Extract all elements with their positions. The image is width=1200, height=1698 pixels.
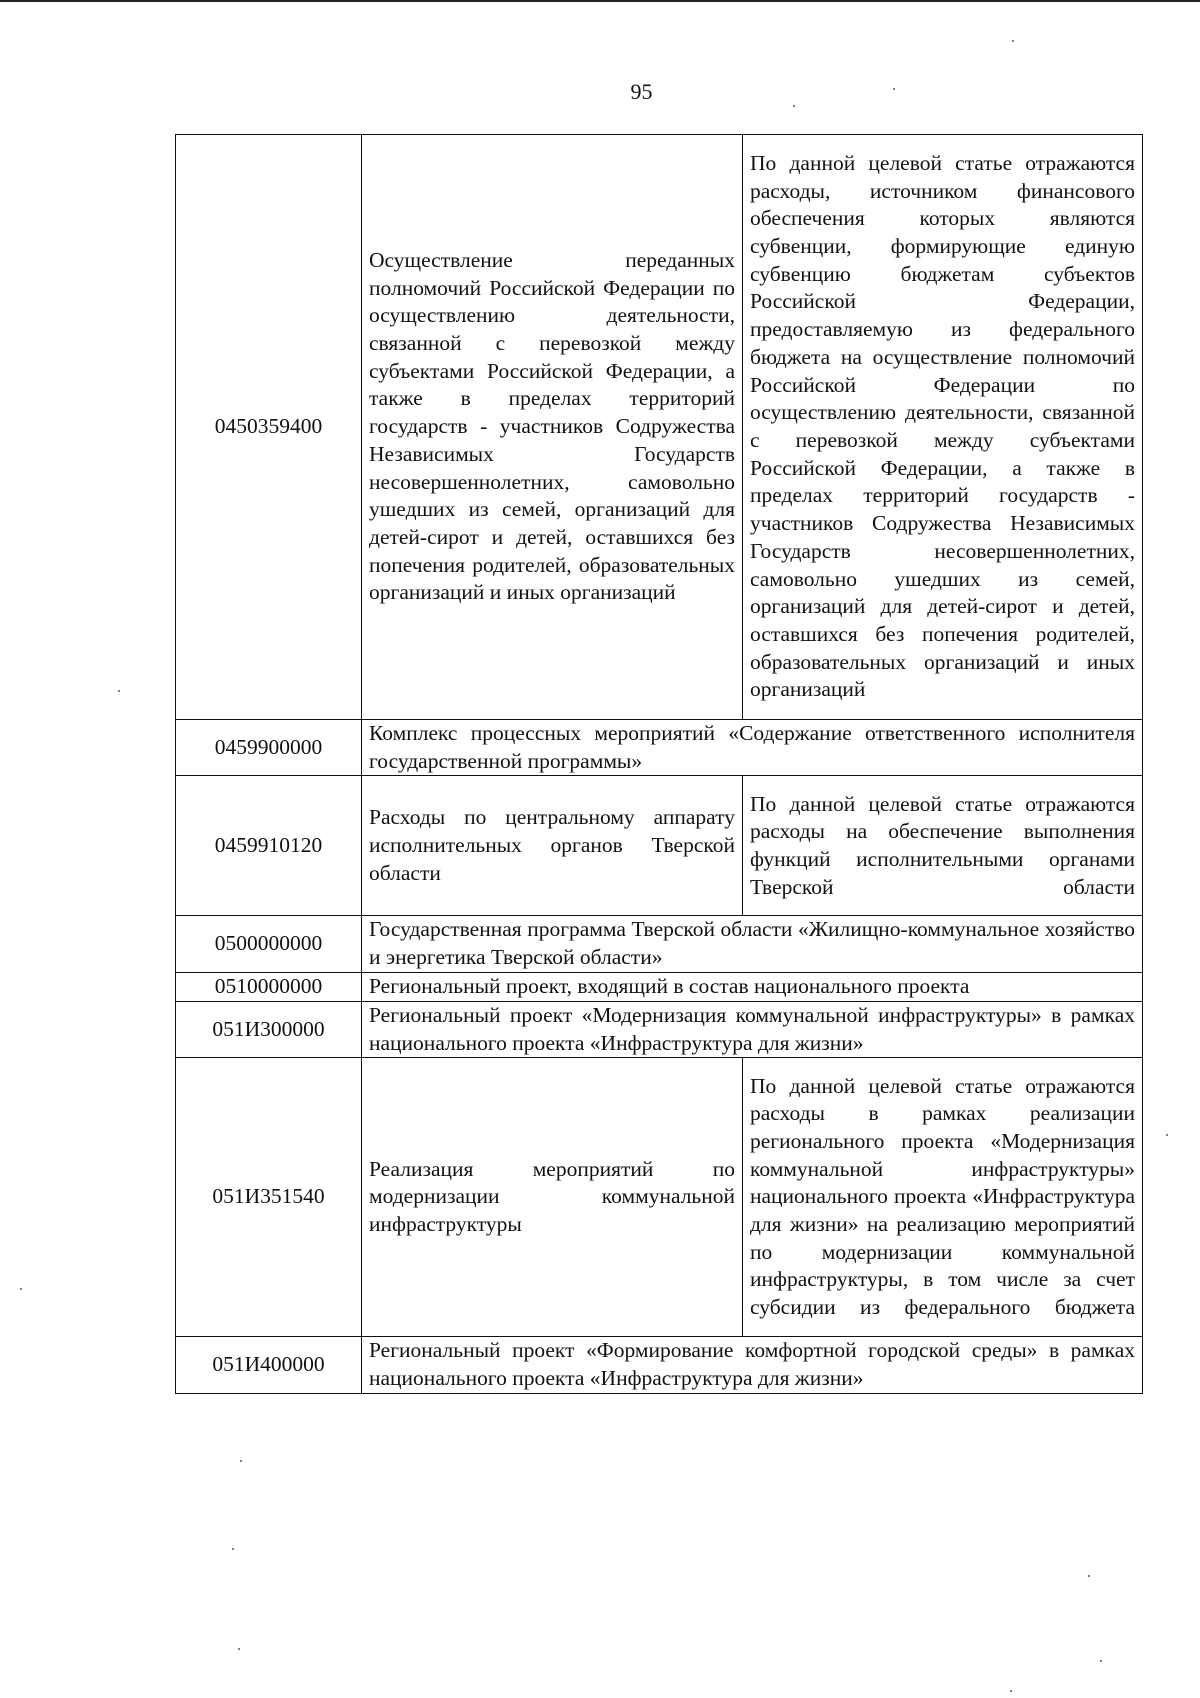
scan-speck — [1088, 1575, 1090, 1577]
row-code: 0500000000 — [176, 916, 362, 972]
row-name: Региональный проект «Формирование комфортной городской среды» в рамках национального проекта «Инфраструктура для жизни» — [362, 1337, 1143, 1393]
row-code: 051И400000 — [176, 1337, 362, 1393]
row-description: По данной целевой статье отражаются расходы в рамках реализации регионального проекта «Модернизация коммунальной инфраструктуры» национального проекта «Инфраструктура для жизни» на реализацию мероприятий по модернизации коммунальной инфраструктуры, в том числе за счет субсидии из федерального бюджета — [743, 1058, 1143, 1337]
scan-speck — [240, 1460, 242, 1462]
row-code: 0459910120 — [176, 776, 362, 916]
scan-top-edge — [0, 0, 1200, 2]
scan-speck — [118, 690, 120, 692]
row-name: Региональный проект, входящий в состав национального проекта — [362, 972, 1143, 1001]
scan-speck — [1010, 1690, 1012, 1692]
table-row — [176, 972, 1143, 1001]
row-name: Государственная программа Тверской области «Жилищно-коммунальное хозяйство и энергетика Тверской области» — [362, 916, 1143, 972]
row-name: Расходы по центральному аппарату исполнительных органов Тверской области — [362, 776, 743, 916]
scan-speck — [20, 1288, 22, 1290]
scan-speck — [793, 105, 795, 107]
row-code: 0450359400 — [176, 135, 362, 720]
table-row — [176, 1001, 1143, 1057]
row-name: Комплекс процессных мероприятий «Содержание ответственного исполнителя государственной программы» — [362, 720, 1143, 776]
scan-speck — [232, 1548, 234, 1550]
row-code: 051И300000 — [176, 1001, 362, 1057]
scan-speck — [1100, 1660, 1102, 1662]
table-row — [176, 135, 1143, 720]
budget-classification-table — [175, 134, 1143, 1394]
table-row — [176, 1337, 1143, 1393]
scan-speck — [1166, 1134, 1168, 1136]
table-row — [176, 1058, 1143, 1337]
table-row — [176, 776, 1143, 916]
table-row — [176, 916, 1143, 972]
page-number: 95 — [630, 79, 653, 104]
row-name: Региональный проект «Модернизация коммунальной инфраструктуры» в рамках национального проекта «Инфраструктура для жизни» — [362, 1001, 1143, 1057]
scan-speck — [238, 1648, 240, 1650]
row-name: Реализация мероприятий по модернизации коммунальной инфраструктуры — [362, 1058, 743, 1337]
row-description: По данной целевой статье отражаются расходы на обеспечение выполнения функций исполнительными органами Тверской области — [743, 776, 1143, 916]
scan-speck — [893, 88, 895, 90]
table-row — [176, 720, 1143, 776]
row-code: 0459900000 — [176, 720, 362, 776]
row-description: По данной целевой статье отражаются расходы, источником финансового обеспечения которых являются субвенции, формирующие единую субвенцию бюджетам субъектов Российской Федерации, предоставляемую из федерального бюджета на осуществление полномочий Российской Федерации по осуществлению деятельности, связанной с перевозкой между субъектами Российской Федерации, а также в пределах территорий государств - участников Содружества Независимых Государств несовершеннолетних, самовольно ушедших из семей, организаций для детей-сирот и детей, оставшихся без попечения родителей, образовательных организаций и иных организаций — [743, 135, 1143, 720]
scan-speck — [1012, 40, 1014, 42]
row-code: 0510000000 — [176, 972, 362, 1001]
row-name: Осуществление переданных полномочий Российской Федерации по осуществлению деятельности, связанной с перевозкой между субъектами Российской Федерации, а также в пределах территорий государств - участников Содружества Независимых Государств несовершеннолетних, самовольно ушедших из семей, организаций для детей-сирот и детей, оставшихся без попечения родителей, образовательных организаций и иных организаций — [362, 135, 743, 720]
row-code: 051И351540 — [176, 1058, 362, 1337]
